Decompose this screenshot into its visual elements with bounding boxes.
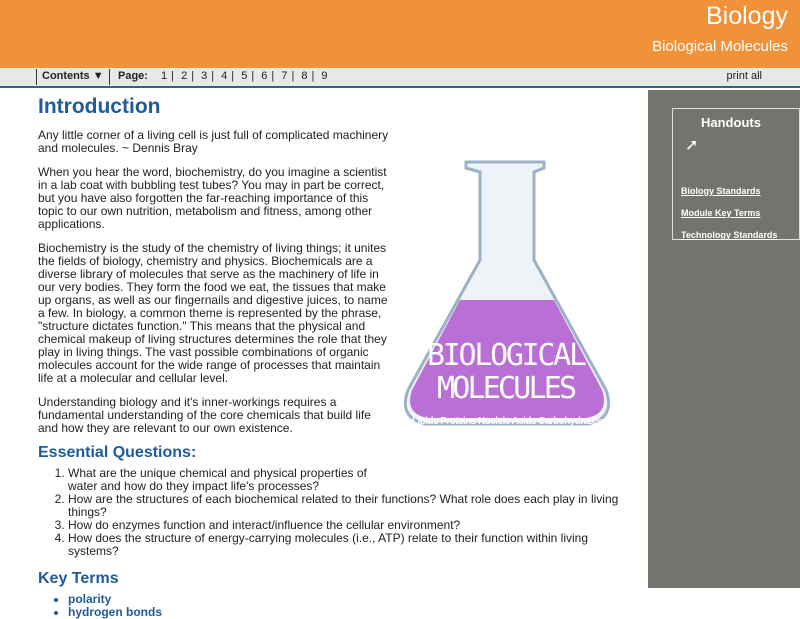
question-item: 2. How are the structures of each biochemical related to their functions? What role does each play in living things? — [68, 493, 638, 519]
essential-questions-list — [38, 467, 638, 558]
site-subtitle: Biological Molecules — [652, 38, 788, 55]
intro-paragraph: Understanding biology and it's inner-workings requires a fundamental understanding of the core chemicals that build life and how they are relevant to our own existence. — [38, 395, 371, 435]
page-label: Page: — [118, 70, 148, 82]
page-link[interactable]: 4 — [221, 70, 228, 82]
flask-label-line1: BIOLOGICAL — [427, 338, 587, 373]
cursor-arrow-icon: ➚ — [685, 137, 699, 154]
key-term-link[interactable]: • polarity — [68, 593, 638, 606]
key-term-link[interactable]: • hydrogen bonds — [68, 606, 638, 619]
quote: Any little corner of a living cell is just full of complicated machinery and molecules. ~ Dennis Bray — [38, 128, 389, 155]
page-link[interactable]: 6 — [261, 70, 268, 82]
pagination: Page: 1 | 2 | 3 | 4 | 5 | 6 | 7 | 8 | 9 — [118, 70, 328, 82]
page-link[interactable]: 9 — [321, 70, 328, 82]
page-link[interactable]: 5 — [241, 70, 248, 82]
page-link[interactable]: 1 — [161, 70, 168, 82]
header — [0, 0, 800, 68]
key-terms-list — [38, 593, 638, 619]
essential-questions-heading: Essential Questions: — [38, 444, 197, 461]
page-link[interactable]: 3 — [201, 70, 208, 82]
handouts-box — [672, 108, 800, 240]
sidebar — [648, 90, 800, 588]
technology-standards-link[interactable]: Technology Standards — [681, 230, 778, 240]
flask-label-line2: MOLECULES — [437, 371, 577, 406]
print-all-link[interactable]: print all — [726, 70, 762, 82]
flask-label-sub: Lipids Proteins Nucleic Acids Carbohydrates — [412, 416, 602, 427]
intro-paragraph: When you hear the word, biochemistry, do you imagine a scientist in a lab coat with bubbling test tubes? You may in part be correct, but you have also forgotten the far-reaching importance of this topic to our own nutrition, metabolism and fitness, among other applications. — [38, 165, 387, 231]
page-link[interactable]: 8 — [301, 70, 308, 82]
page-link[interactable]: 2 — [181, 70, 188, 82]
page-link[interactable]: 7 — [281, 70, 288, 82]
nav-bar — [0, 68, 800, 88]
biology-standards-link[interactable]: Biology Standards — [681, 186, 761, 196]
page-title: Introduction — [38, 95, 161, 118]
contents-dropdown[interactable]: Contents ▼ — [36, 69, 110, 85]
intro-paragraph: Biochemistry is the study of the chemistry of living things; it unites the fields of biology, chemistry and physics. Biochemicals are a diverse library of molecules that serve as the machinery of life in our very bodies. They form the food we eat, the tissues that make up organs, as well as our fingernails and digestive juices, to name a few. In biology, a common theme is represented by the phrase, "structure dictates function." This means that the physical and chemical makeup of living structures determines the role that they play in living things. The vast possible combinations of organic molecules account for the wide range of processes that maintain life at a molecular and cellular level. — [38, 241, 388, 385]
site-title: Biology — [706, 2, 788, 30]
question-item: 3. How do enzymes function and interact/influence the cellular environment? — [68, 519, 638, 532]
module-key-terms-link[interactable]: Module Key Terms — [681, 208, 761, 218]
question-item: 4. How does the structure of energy-carrying molecules (i.e., ATP) relate to their function within living systems? — [68, 532, 638, 558]
main-content — [38, 95, 638, 619]
question-item: 1. What are the unique chemical and physical properties of water and how do they impact life's processes? — [68, 467, 398, 493]
handouts-title: Handouts — [701, 115, 761, 130]
key-terms-heading: Key Terms — [38, 570, 119, 587]
